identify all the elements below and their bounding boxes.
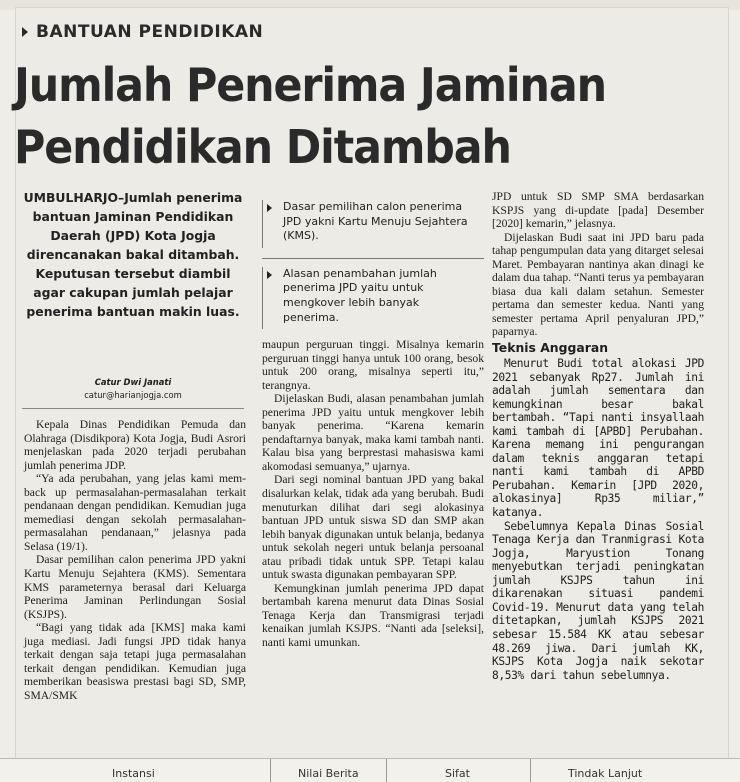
lead-paragraph: UMBULHARJO–Jumlah penerima bantuan Jaminan Pendidikan Daerah (JPD) Kota Jogja direncanakan bakal ditambah. Keputusan tersebut diambil agar cakupan jumlah pelajar penerima bantuan makin luas.	[23, 190, 243, 319]
body-column-1	[24, 418, 246, 702]
subheading: Teknis Anggaran	[492, 340, 609, 356]
paragraph: Dijelaskan Budi, alasan penambahan jumlah penerima JPD yaitu untuk mengkover lebih banyak penerima. “Karena kemarin pendaftarnya banyak, maka kami tambah nanti. Kalau bisa yang berprestasi mahasiswa kami akomodasi semuanya,” ujarnya.	[262, 392, 484, 473]
rubric-text: BANTUAN PENDIDIKAN	[36, 22, 264, 42]
paragraph: maupun perguruan tinggi. Misalnya kemarin perguruan tinggi hanya untuk 100 orang, besok untuk 200 orang, misalnya seperti itu,” terangnya.	[262, 338, 484, 392]
paragraph: “Bagi yang tidak ada [KMS] maka kami juga mediasi. Jadi fungsi JPD tidak hanya terkait dengan saja tetapi juga permasalahan terkait dengan pendidikan. Kemudian juga memberikan beasiswa prestasi bagi SD, SMP, SMA/SMK	[24, 621, 246, 702]
headline-line-1: Jumlah Penerima Jaminan	[14, 58, 606, 112]
paragraph: JPD untuk SD SMP SMA berdasarkan KSPJS yang di-update [pada] Desember [2020] kemarin,” jelasnya.	[492, 190, 704, 231]
body-column-2	[262, 338, 484, 650]
paragraph: Dijelaskan Budi saat ini JPD baru pada tahap pengumpulan data yang ditarget selesai Maret. Pembayaran nantinya akan dinagi ke dalam dua tahap. “Nanti terus ya pembayaran biasa dua kali dalam setahun. Semester pertama dan semester kedua. Nanti yang semester pertama April penyaluran JPD,” paparnya.	[492, 230, 704, 339]
paragraph: Kepala Dinas Pendidikan Pemuda dan Olahraga (Disdikpora) Kota Jogja, Budi Asrori menjelaskan pada 2020 terjadi perubahan jumlah penerima JDP.	[24, 418, 246, 472]
divider	[262, 258, 484, 259]
paragraph: Dari segi nominal bantuan JPD yang bakal disalurkan kelak, tidak ada yang berubah. Budi menuturkan dilihat dari segi alokasinya bantuan JPD untuk siswa SD dan SMP akan lebih banyak digunakan untuk belanja, bedanya untuk sekolah negeri untuk belanja persoanal atau pribadi tidak untuk SPP. Tetapi kalau untuk swasta digunakan pembayaran SPP.	[262, 473, 484, 582]
mono-text-block	[492, 357, 704, 682]
byline-name: Catur Dwi Janati	[94, 377, 172, 387]
divider	[530, 759, 531, 782]
triangle-bullet-icon	[22, 27, 28, 37]
divider	[270, 759, 271, 782]
paragraph: Kemungkinan jumlah penerima JPD dapat bertambah karena menurut data Dinas Sosial Tenaga Kerja dan Transmigrasi terjadi kenaikan jumlah KSJPS. “Nanti ada [seleksi], nanti kami umunkan.	[262, 581, 484, 650]
byline	[22, 376, 244, 402]
highlight-item	[262, 267, 484, 329]
archive-footer-table	[0, 758, 740, 782]
footer-sifat: Sifat	[445, 767, 470, 780]
byline-email: catur@harianjogja.com	[84, 390, 182, 400]
highlight-item	[262, 200, 484, 248]
highlights-box	[262, 200, 484, 329]
paragraph: Menurut Budi total alokasi JPD 2021 sebanyak Rp27. Jumlah ini adalah jumlah sementara dan kemungkinan besar bakal bertambah. “Tapi nanti insyallaah kami tambah di [APBD] Perubahan. Karena memang ini pengurangan dalam teknis anggaran tetapi nanti kami tambah di APBD Perubahan. Kemarin [JPD 2020, alokasinya] Rp35 miliar,” katanya.	[492, 357, 704, 520]
paragraph: Dasar pemilihan calon penerima JPD yakni Kartu Menuju Sejahtera (KMS). Sementara KMS parameternya berasal dari Keluarga Penerima Jaminan Perlindungan Sosial (KSJPS).	[24, 553, 246, 621]
triangle-bullet-icon	[267, 204, 272, 212]
footer-nilai-berita: Nilai Berita	[298, 767, 359, 780]
highlight-text: Alasan penambahan jumlah penerima JPD yaitu untuk mengkover lebih banyak penerima.	[283, 266, 437, 324]
divider	[22, 408, 244, 409]
headline-line-2: Pendidikan Ditambah	[14, 120, 511, 174]
rubric-label	[22, 22, 263, 42]
paragraph: Sebelumnya Kepala Dinas Sosial Tenaga Kerja dan Tranmigrasi Kota Jogja, Maryustion Tonang menyebutkan terjadi peningkatan jumlah KSJPS tahun ini dikarenakan situasi pandemi Covid-19. Menurut data yang telah ditetapkan, jumlah KSJPS 2021 sebesar 15.584 KK atau sebesar 48.269 jiwa. Dari jumlah KK, KSJPS Kota Jogja naik sekotar 8,53% dari tahun sebelumnya.	[492, 519, 704, 682]
divider	[386, 759, 387, 782]
triangle-bullet-icon	[267, 271, 272, 279]
highlight-text: Dasar pemilihan calon penerima JPD yakni Kartu Menuju Sejahtera (KMS).	[283, 200, 468, 243]
headline	[14, 54, 656, 178]
paragraph: “Ya ada perubahan, yang jelas kami mem-back up permasalahan-permasalahan terkait pendanaan dengan pendidikan. Kemudian juga memediasi dengan sekolah permasalahan-permasalahan pendanaan,” jelasnya pada Selasa (19/1).	[24, 472, 246, 553]
footer-tindak-lanjut: Tindak Lanjut	[568, 767, 643, 780]
body-column-3	[492, 190, 704, 682]
footer-instansi: Instansi	[112, 767, 155, 780]
